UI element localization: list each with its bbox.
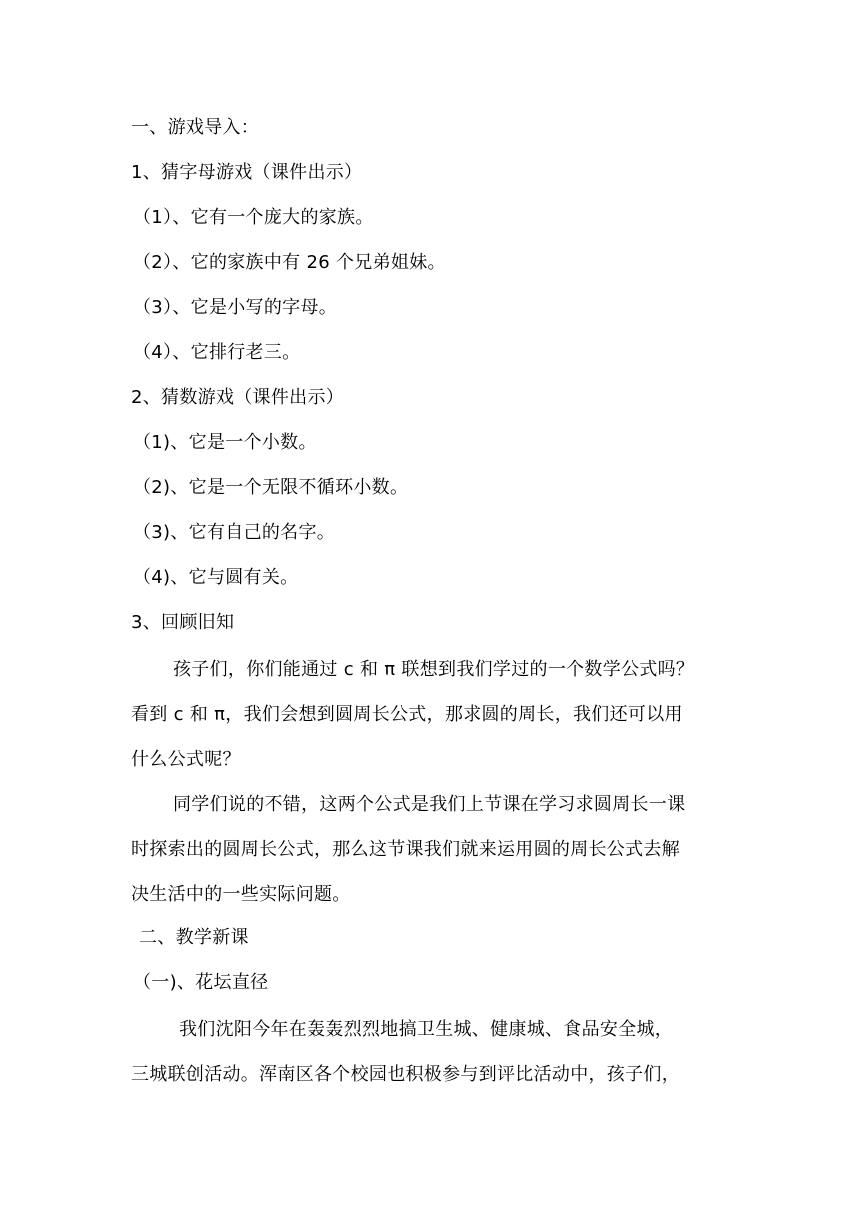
paragraph-review (131, 647, 735, 782)
item-2-heading: 2、猜数游戏（课件出示） (131, 387, 345, 408)
paragraph-line: 什么公式呢？ (131, 749, 241, 770)
paragraph-line: 我们沈阳今年在轰轰烈烈地搞卫生城、健康城、食品安全城， (179, 1019, 674, 1040)
paragraph-formulas (131, 782, 735, 917)
list-item: （3)、它有自己的名字。 (133, 522, 336, 543)
paragraph-line: 决生活中的一些实际问题。 (131, 884, 351, 905)
paragraph-line: 三城联创活动。浑南区各个校园也积极参与到评比活动中，孩子们， (131, 1064, 680, 1085)
paragraph-line: 时探索出的圆周长公式，那么这节课我们就来运用圆的周长公式去解 (131, 839, 680, 860)
paragraph-line: 孩子们，你们能通过 c 和 π 联想到我们学过的一个数学公式吗？ (173, 659, 695, 680)
list-item: （2）、它的家族中有 26 个兄弟姐妹。 (133, 252, 446, 273)
item-1-heading: 1、猜字母游戏（课件出示） (131, 162, 363, 183)
list-item: （1）、它有一个庞大的家族。 (133, 207, 374, 228)
item-3-heading: 3、回顾旧知 (131, 612, 235, 633)
list-item: （4)、它与圆有关。 (133, 567, 299, 588)
list-item: （2)、它是一个无限不循环小数。 (133, 477, 409, 498)
list-item: （1)、它是一个小数。 (133, 432, 317, 453)
list-item: （3）、它是小写的字母。 (133, 297, 338, 318)
section2-title: 二、教学新课 (139, 927, 249, 948)
paragraph-line: 同学们说的不错，这两个公式是我们上节课在学习求圆周长一课 (173, 794, 686, 815)
paragraph-line: 看到 c 和 π，我们会想到圆周长公式，那求圆的周长，我们还可以用 (131, 704, 683, 725)
paragraph-flowerbed (131, 1007, 735, 1097)
section1-title: 一、游戏导入： (131, 117, 260, 138)
list-item: （4）、它排行老三。 (133, 342, 301, 363)
subsection-title: （一)、花坛直径 (133, 972, 269, 993)
